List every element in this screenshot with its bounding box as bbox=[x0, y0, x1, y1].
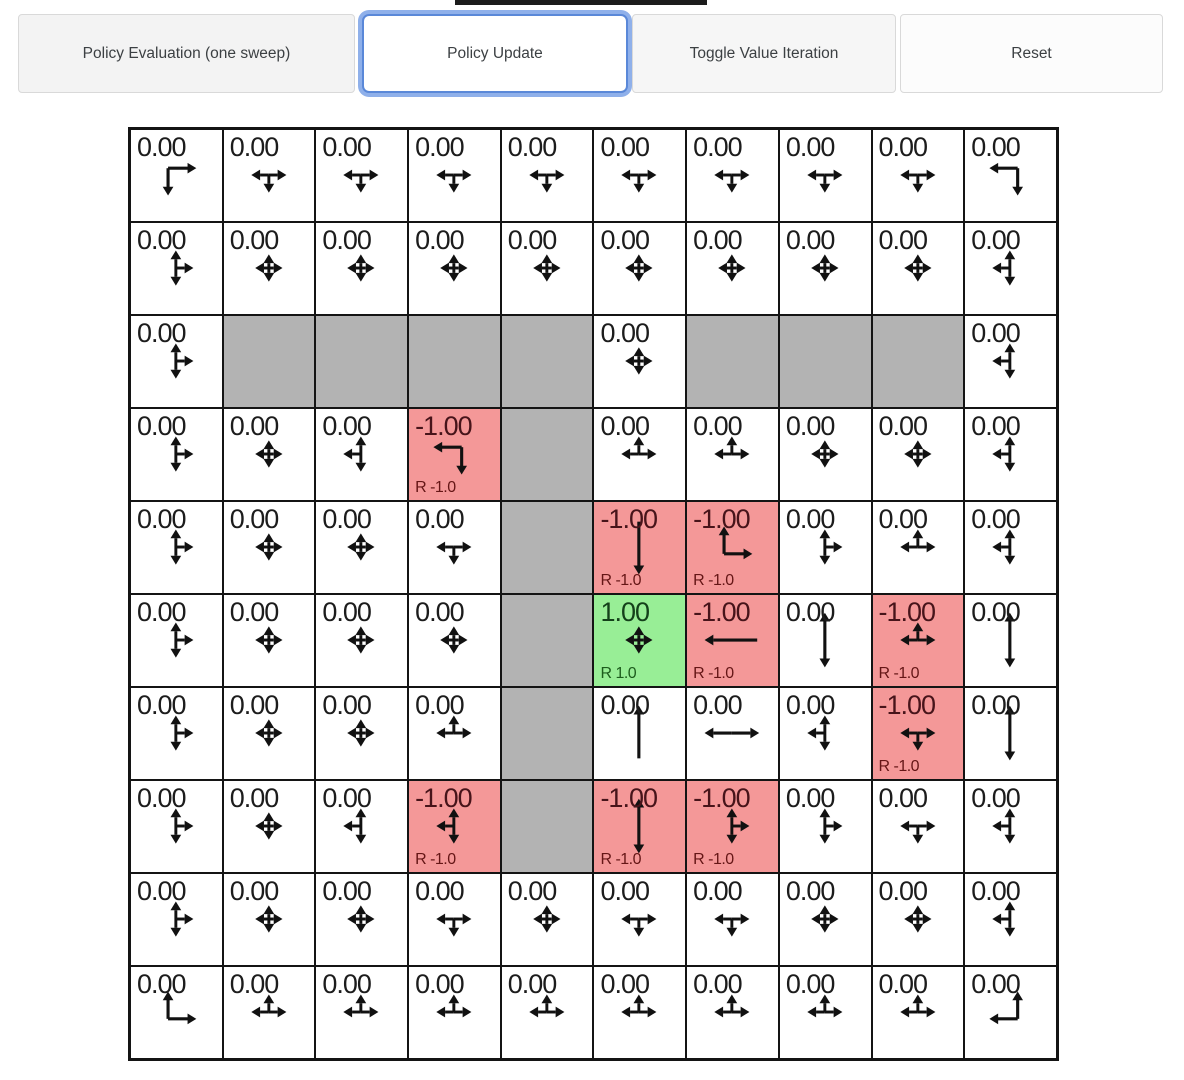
cell-value: -1.00 bbox=[415, 411, 472, 441]
grid-cell-r0c4[interactable] bbox=[501, 129, 594, 222]
grid-cell-r3c9[interactable] bbox=[964, 408, 1057, 501]
gridworld bbox=[128, 127, 1059, 1061]
cell-value: 0.00 bbox=[415, 132, 464, 162]
grid-cell-r3c2[interactable] bbox=[315, 408, 408, 501]
grid-cell-r5c7[interactable] bbox=[779, 594, 872, 687]
grid-cell-r6c0[interactable] bbox=[130, 687, 223, 780]
grid-cell-r6c1[interactable] bbox=[223, 687, 316, 780]
cell-value: 0.00 bbox=[600, 969, 649, 999]
grid-cell-r0c0[interactable] bbox=[130, 129, 223, 222]
grid-cell-r3c8[interactable] bbox=[872, 408, 965, 501]
grid-cell-r1c6[interactable] bbox=[686, 222, 779, 315]
cell-value: 0.00 bbox=[785, 411, 835, 441]
grid-cell-r0c6[interactable] bbox=[686, 129, 779, 222]
cell-value: 0.00 bbox=[137, 132, 186, 162]
grid-cell-r9c1[interactable] bbox=[223, 966, 316, 1059]
grid-cell-r2c1[interactable] bbox=[223, 315, 316, 408]
cell-value: 0.00 bbox=[229, 783, 279, 813]
cell-value: 0.00 bbox=[600, 876, 649, 906]
cell-value: 0.00 bbox=[600, 690, 649, 720]
grid-cell-r0c1[interactable] bbox=[223, 129, 316, 222]
grid-cell-r2c5[interactable] bbox=[593, 315, 686, 408]
cell-reward: R -1.0 bbox=[600, 572, 642, 589]
cell-reward: R -1.0 bbox=[415, 851, 456, 868]
grid-cell-r6c5[interactable] bbox=[593, 687, 686, 780]
cell-value: 0.00 bbox=[137, 597, 186, 627]
grid-cell-r7c8[interactable] bbox=[872, 780, 965, 873]
cell-value: 0.00 bbox=[693, 690, 742, 720]
top-edge-artifact bbox=[455, 0, 707, 5]
grid-cell-r2c9[interactable] bbox=[964, 315, 1057, 408]
cell-value: 0.00 bbox=[322, 225, 371, 255]
cell-value: 0.00 bbox=[785, 225, 835, 255]
cell-value: 0.00 bbox=[415, 876, 464, 906]
grid-cell-r6c2[interactable] bbox=[315, 687, 408, 780]
grid-cell-r5c4[interactable] bbox=[501, 594, 594, 687]
grid-cell-r7c1[interactable] bbox=[223, 780, 316, 873]
cell-value: 0.00 bbox=[322, 504, 371, 534]
grid-cell-r0c2[interactable] bbox=[315, 129, 408, 222]
cell-value: 1.00 bbox=[600, 597, 649, 627]
cell-value: 0.00 bbox=[507, 225, 557, 255]
cell-value: 0.00 bbox=[137, 783, 186, 813]
grid-cell-r9c0[interactable] bbox=[130, 966, 223, 1059]
cell-value: 0.00 bbox=[785, 876, 835, 906]
grid-cell-r9c9[interactable] bbox=[964, 966, 1057, 1059]
grid-cell-r3c1[interactable] bbox=[223, 408, 316, 501]
cell-value: 0.00 bbox=[322, 411, 371, 441]
cell-value: 0.00 bbox=[137, 411, 186, 441]
cell-reward: R -1.0 bbox=[878, 665, 920, 682]
cell-value: 0.00 bbox=[322, 690, 371, 720]
cell-value: 0.00 bbox=[415, 597, 464, 627]
cell-reward: R -1.0 bbox=[878, 758, 920, 775]
cell-value: 0.00 bbox=[322, 876, 371, 906]
cell-value: 0.00 bbox=[600, 411, 649, 441]
grid-cell-r5c0[interactable] bbox=[130, 594, 223, 687]
cell-value: -1.00 bbox=[600, 783, 657, 813]
grid-cell-r8c3[interactable] bbox=[408, 873, 501, 966]
grid-cell-r3c7[interactable] bbox=[779, 408, 872, 501]
grid-cell-r7c3[interactable] bbox=[408, 780, 501, 873]
cell-value: 0.00 bbox=[507, 876, 557, 906]
cell-value: 0.00 bbox=[878, 783, 928, 813]
grid-cell-r0c8[interactable] bbox=[872, 129, 965, 222]
cell-value: 0.00 bbox=[229, 411, 279, 441]
cell-value: 0.00 bbox=[785, 132, 835, 162]
grid-cell-r1c0[interactable] bbox=[130, 222, 223, 315]
grid-cell-r2c8[interactable] bbox=[872, 315, 965, 408]
cell-value: 0.00 bbox=[415, 690, 464, 720]
policy-update-button[interactable]: Policy Update bbox=[362, 14, 628, 93]
cell-value: 0.00 bbox=[785, 783, 835, 813]
cell-value: 0.00 bbox=[971, 318, 1020, 348]
grid-cell-r7c0[interactable] bbox=[130, 780, 223, 873]
grid-cell-r2c2[interactable] bbox=[315, 315, 408, 408]
cell-value: 0.00 bbox=[971, 504, 1020, 534]
grid-cell-r8c9[interactable] bbox=[964, 873, 1057, 966]
grid-cell-r4c8[interactable] bbox=[872, 501, 965, 594]
cell-value: 0.00 bbox=[137, 969, 186, 999]
cell-value: -1.00 bbox=[693, 597, 750, 627]
cell-value: -1.00 bbox=[878, 690, 936, 720]
grid-cell-r9c3[interactable] bbox=[408, 966, 501, 1059]
cell-value: 0.00 bbox=[600, 225, 649, 255]
grid-cell-r7c2[interactable] bbox=[315, 780, 408, 873]
grid-cell-r6c6[interactable] bbox=[686, 687, 779, 780]
cell-value: 0.00 bbox=[600, 318, 649, 348]
grid-cell-r4c1[interactable] bbox=[223, 501, 316, 594]
grid-cell-r8c4[interactable] bbox=[501, 873, 594, 966]
cell-value: 0.00 bbox=[693, 969, 742, 999]
cell-value: 0.00 bbox=[507, 132, 557, 162]
grid-cell-r7c9[interactable] bbox=[964, 780, 1057, 873]
cell-value: -1.00 bbox=[693, 783, 750, 813]
cell-value: 0.00 bbox=[971, 411, 1020, 441]
cell-value: 0.00 bbox=[693, 876, 742, 906]
grid-cell-r6c7[interactable] bbox=[779, 687, 872, 780]
cell-value: -1.00 bbox=[415, 783, 472, 813]
cell-value: 0.00 bbox=[137, 225, 186, 255]
cell-value: 0.00 bbox=[229, 225, 279, 255]
grid-cell-r0c9[interactable] bbox=[964, 129, 1057, 222]
grid-cell-r4c2[interactable] bbox=[315, 501, 408, 594]
grid-cell-r3c3[interactable] bbox=[408, 408, 501, 501]
cell-value: 0.00 bbox=[878, 411, 928, 441]
grid-cell-r5c1[interactable] bbox=[223, 594, 316, 687]
toolbar bbox=[18, 14, 1163, 93]
grid-cell-r3c6[interactable] bbox=[686, 408, 779, 501]
grid-cell-r9c8[interactable] bbox=[872, 966, 965, 1059]
cell-reward: R -1.0 bbox=[600, 851, 642, 868]
cell-value: -1.00 bbox=[600, 504, 657, 534]
grid-cell-r1c3[interactable] bbox=[408, 222, 501, 315]
grid-cell-r6c8[interactable] bbox=[872, 687, 965, 780]
grid-cell-r1c7[interactable] bbox=[779, 222, 872, 315]
grid-cell-r2c4[interactable] bbox=[501, 315, 594, 408]
grid-cell-r7c5[interactable] bbox=[593, 780, 686, 873]
grid-cell-r6c3[interactable] bbox=[408, 687, 501, 780]
grid-cell-r4c7[interactable] bbox=[779, 501, 872, 594]
grid-cell-r4c4[interactable] bbox=[501, 501, 594, 594]
grid-cell-r9c5[interactable] bbox=[593, 966, 686, 1059]
grid-cell-r0c5[interactable] bbox=[593, 129, 686, 222]
grid-cell-r2c7[interactable] bbox=[779, 315, 872, 408]
cell-reward: R -1.0 bbox=[693, 851, 734, 868]
cell-value: 0.00 bbox=[137, 504, 186, 534]
grid-cell-r3c0[interactable] bbox=[130, 408, 223, 501]
cell-value: 0.00 bbox=[971, 597, 1020, 627]
cell-value: 0.00 bbox=[322, 597, 371, 627]
cell-value: 0.00 bbox=[971, 690, 1020, 720]
cell-value: 0.00 bbox=[878, 132, 928, 162]
cell-value: 0.00 bbox=[137, 690, 186, 720]
cell-reward: R -1.0 bbox=[415, 479, 456, 496]
grid-cell-r5c8[interactable] bbox=[872, 594, 965, 687]
cell-value: 0.00 bbox=[229, 597, 279, 627]
grid-cell-r4c6[interactable] bbox=[686, 501, 779, 594]
grid-cell-r2c3[interactable] bbox=[408, 315, 501, 408]
cell-value: 0.00 bbox=[137, 318, 186, 348]
grid-cell-r9c2[interactable] bbox=[315, 966, 408, 1059]
cell-value: -1.00 bbox=[693, 504, 750, 534]
grid-cell-r2c0[interactable] bbox=[130, 315, 223, 408]
grid-cell-r0c3[interactable] bbox=[408, 129, 501, 222]
cell-value: 0.00 bbox=[322, 132, 371, 162]
cell-value: 0.00 bbox=[878, 876, 928, 906]
grid-cell-r8c8[interactable] bbox=[872, 873, 965, 966]
grid-cell-r1c2[interactable] bbox=[315, 222, 408, 315]
grid-cell-r6c9[interactable] bbox=[964, 687, 1057, 780]
cell-value: 0.00 bbox=[785, 504, 835, 534]
cell-value: 0.00 bbox=[785, 969, 835, 999]
cell-reward: R -1.0 bbox=[693, 572, 734, 589]
cell-value: 0.00 bbox=[878, 225, 928, 255]
grid-cell-r9c6[interactable] bbox=[686, 966, 779, 1059]
grid-cell-r0c7[interactable] bbox=[779, 129, 872, 222]
cell-value: 0.00 bbox=[229, 969, 279, 999]
cell-value: 0.00 bbox=[507, 969, 557, 999]
grid-cell-r5c9[interactable] bbox=[964, 594, 1057, 687]
cell-value: 0.00 bbox=[971, 876, 1020, 906]
grid-cell-r7c6[interactable] bbox=[686, 780, 779, 873]
grid-cell-r3c5[interactable] bbox=[593, 408, 686, 501]
cell-value: 0.00 bbox=[322, 783, 371, 813]
grid-cell-r7c7[interactable] bbox=[779, 780, 872, 873]
grid-cell-r2c6[interactable] bbox=[686, 315, 779, 408]
cell-value: 0.00 bbox=[971, 225, 1020, 255]
grid-cell-r5c3[interactable] bbox=[408, 594, 501, 687]
grid-cell-r1c1[interactable] bbox=[223, 222, 316, 315]
cell-value: 0.00 bbox=[322, 969, 371, 999]
cell-value: 0.00 bbox=[415, 225, 464, 255]
policy-evaluation-button[interactable]: Policy Evaluation (one sweep) bbox=[18, 14, 355, 93]
grid-cell-r1c9[interactable] bbox=[964, 222, 1057, 315]
grid-cell-r8c1[interactable] bbox=[223, 873, 316, 966]
reset-button[interactable]: Reset bbox=[900, 14, 1163, 93]
cell-value: 0.00 bbox=[693, 225, 742, 255]
grid-cell-r6c4[interactable] bbox=[501, 687, 594, 780]
cell-value: 0.00 bbox=[785, 690, 835, 720]
cell-value: 0.00 bbox=[693, 132, 742, 162]
grid-cell-r4c3[interactable] bbox=[408, 501, 501, 594]
cell-value: 0.00 bbox=[229, 690, 279, 720]
grid-cell-r8c5[interactable] bbox=[593, 873, 686, 966]
grid-cell-r5c2[interactable] bbox=[315, 594, 408, 687]
cell-value: -1.00 bbox=[878, 597, 936, 627]
grid-cell-r7c4[interactable] bbox=[501, 780, 594, 873]
cell-value: 0.00 bbox=[693, 411, 742, 441]
cell-reward: R 1.0 bbox=[600, 665, 637, 682]
grid-cell-r5c5[interactable] bbox=[593, 594, 686, 687]
grid-cell-r9c7[interactable] bbox=[779, 966, 872, 1059]
cell-value: 0.00 bbox=[971, 132, 1020, 162]
grid-cell-r8c2[interactable] bbox=[315, 873, 408, 966]
cell-value: 0.00 bbox=[600, 132, 649, 162]
grid-cell-r5c6[interactable] bbox=[686, 594, 779, 687]
cell-value: 0.00 bbox=[415, 504, 464, 534]
grid-cell-r4c5[interactable] bbox=[593, 501, 686, 594]
grid-cell-r8c0[interactable] bbox=[130, 873, 223, 966]
cell-value: 0.00 bbox=[229, 132, 279, 162]
toggle-value-iteration-button[interactable]: Toggle Value Iteration bbox=[632, 14, 896, 93]
cell-value: 0.00 bbox=[971, 969, 1020, 999]
grid-cell-r4c9[interactable] bbox=[964, 501, 1057, 594]
cell-value: 0.00 bbox=[971, 783, 1020, 813]
grid-cell-r8c6[interactable] bbox=[686, 873, 779, 966]
cell-value: 0.00 bbox=[137, 876, 186, 906]
cell-value: 0.00 bbox=[415, 969, 464, 999]
grid-cell-r3c4[interactable] bbox=[501, 408, 594, 501]
cell-value: 0.00 bbox=[229, 504, 279, 534]
grid-cell-r9c4[interactable] bbox=[501, 966, 594, 1059]
grid-cell-r8c7[interactable] bbox=[779, 873, 872, 966]
grid-cell-r1c5[interactable] bbox=[593, 222, 686, 315]
grid-cell-r1c8[interactable] bbox=[872, 222, 965, 315]
cell-value: 0.00 bbox=[229, 876, 279, 906]
grid-cell-r4c0[interactable] bbox=[130, 501, 223, 594]
cell-reward: R -1.0 bbox=[693, 665, 734, 682]
cell-value: 0.00 bbox=[785, 597, 835, 627]
cell-value: 0.00 bbox=[878, 504, 928, 534]
cell-value: 0.00 bbox=[878, 969, 928, 999]
grid-cell-r1c4[interactable] bbox=[501, 222, 594, 315]
